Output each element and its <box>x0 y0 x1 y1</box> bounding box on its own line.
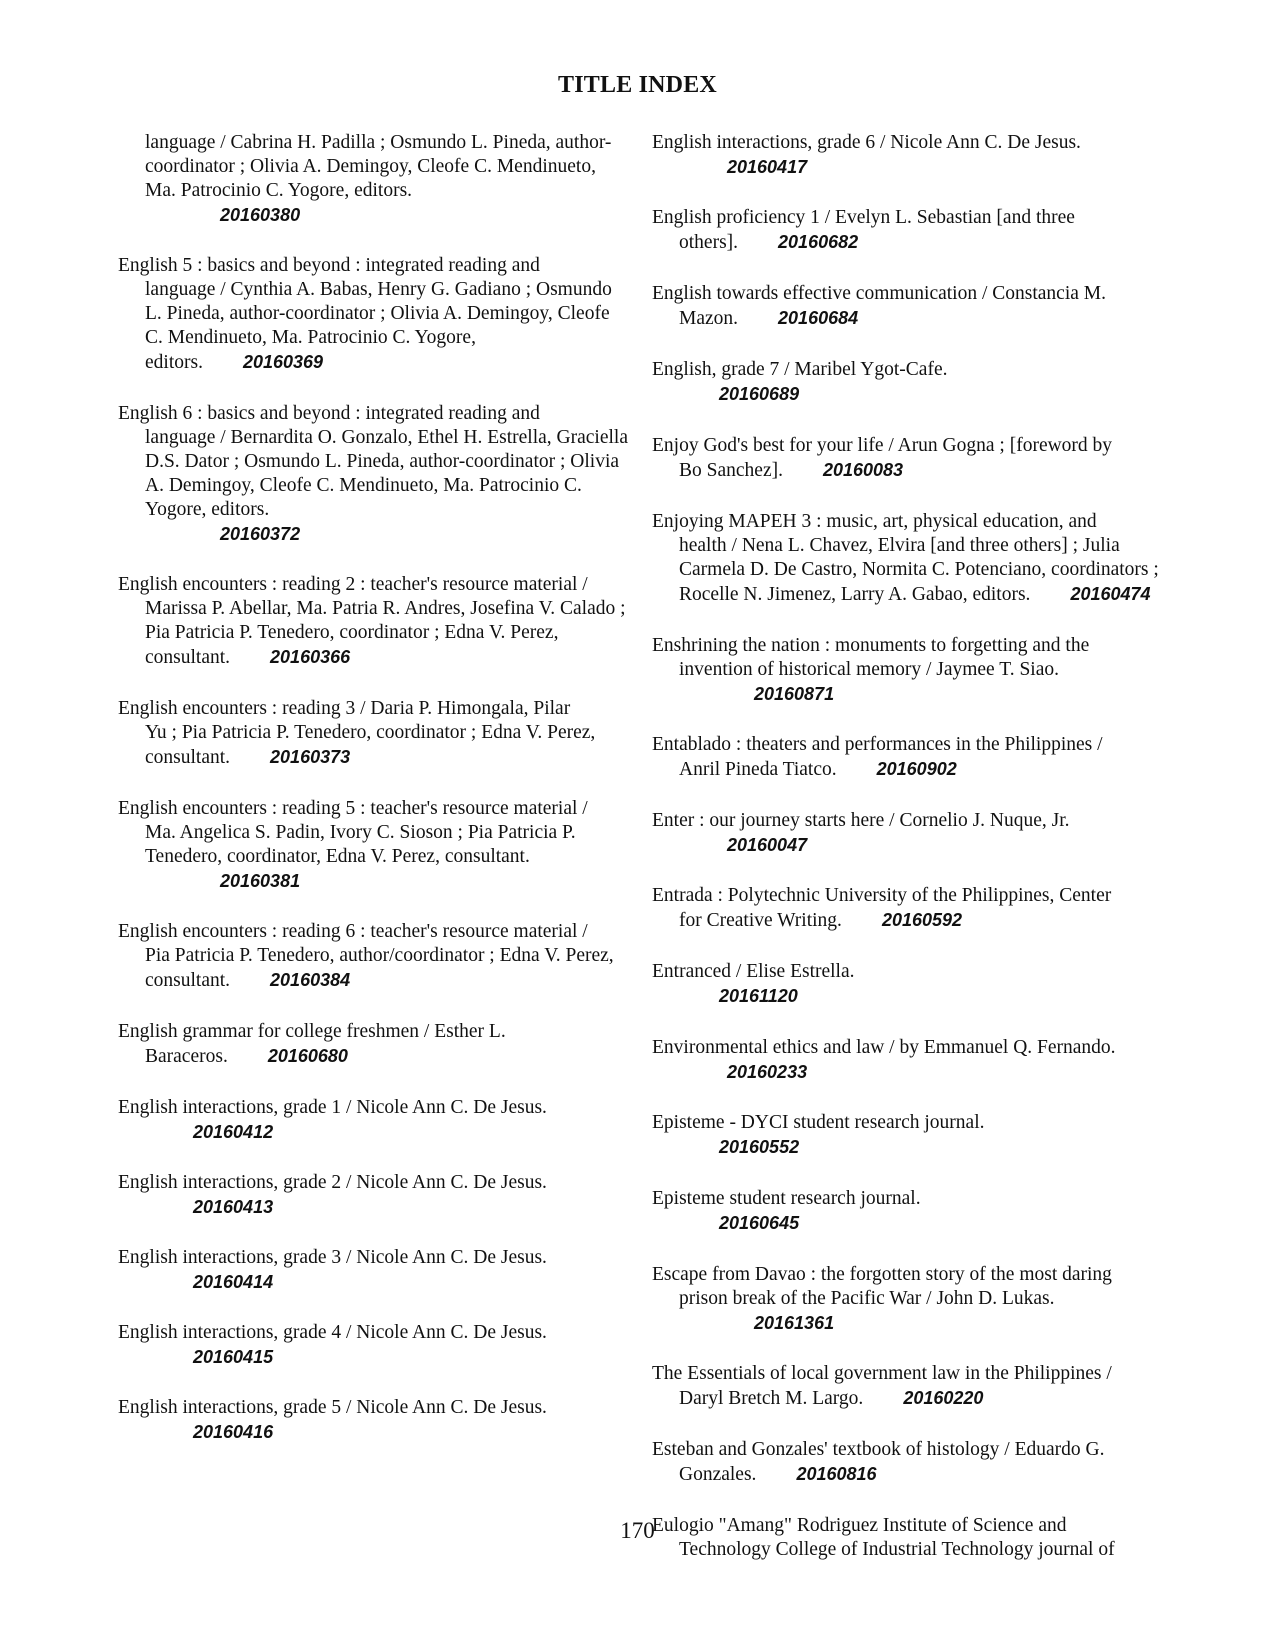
entry-title-line: Episteme - DYCI student research journal. <box>652 1112 985 1133</box>
entry-title-line: English towards effective communication / Constancia M. <box>652 283 1106 304</box>
record-number: 20160413 <box>193 1197 274 1217</box>
record-number: 20160412 <box>193 1122 274 1142</box>
entry-title-line: English, grade 7 / Maribel Ygot-Cafe. <box>652 359 948 380</box>
entry-title-line: English grammar for college freshmen / Esther L. <box>118 1021 506 1042</box>
entry-title-line: English interactions, grade 5 / Nicole Ann C. De Jesus. <box>118 1397 547 1418</box>
index-entry <box>652 884 1162 933</box>
index-entry <box>118 573 628 670</box>
entry-text: language / Cynthia A. Babas, Henry G. Gadiano ; Osmundo L. Pineda, author-coordinator ; Olivia A. Demingoy, Cleofe C. Mendinueto, Ma. Patrocinio C. Yogore, editors. <box>145 279 612 373</box>
entry-continuation <box>652 1211 1162 1236</box>
entry-continuation <box>652 458 1162 483</box>
index-entry <box>652 1036 1162 1084</box>
entry-continuation <box>652 658 1162 706</box>
entry-text: Pia Patricia P. Tenedero, author/coordinator ; Edna V. Perez, consultant. <box>145 945 614 991</box>
entry-continuation <box>652 1287 1162 1335</box>
entry-continuation <box>118 426 628 546</box>
record-number: 20160380 <box>220 205 301 225</box>
index-entry <box>652 1111 1162 1160</box>
entry-continuation <box>118 944 628 993</box>
record-number: 20160871 <box>754 684 835 704</box>
page-title: TITLE INDEX <box>558 72 717 98</box>
index-entry <box>118 797 628 893</box>
record-number: 20160220 <box>903 1388 984 1408</box>
index-entry <box>652 282 1162 331</box>
entry-title-line: English interactions, grade 3 / Nicole Ann C. De Jesus. <box>118 1247 547 1268</box>
entry-continuation <box>118 821 628 893</box>
entry-title-line: English encounters : reading 5 : teacher's resource material / <box>118 798 588 819</box>
entry-title-line: Enshrining the nation : monuments to forgetting and the <box>652 635 1090 656</box>
entry-title-line: English 6 : basics and beyond : integrated reading and <box>118 403 540 424</box>
entry-text: language / Cabrina H. Padilla ; Osmundo L. Pineda, author-coordinator ; Olivia A. Demingoy, Cleofe C. Mendinueto, Ma. Patrocinio C. Yogore, editors. <box>145 132 612 201</box>
record-number: 20160684 <box>778 308 859 328</box>
record-number: 20160682 <box>778 232 859 252</box>
record-number: 20160552 <box>719 1137 800 1157</box>
entry-title-line: Eulogio "Amang" Rodriguez Institute of Science and <box>652 1515 1067 1536</box>
entry-title-line: Environmental ethics and law / by Emmanuel Q. Fernando. <box>652 1037 1116 1058</box>
entry-title-line: Entrada : Polytechnic University of the Philippines, Center <box>652 885 1112 906</box>
record-number: 20160047 <box>727 835 808 855</box>
record-number: 20160414 <box>193 1272 274 1292</box>
index-entry <box>118 697 628 770</box>
record-number: 20160384 <box>270 970 351 990</box>
entry-continuation <box>652 382 1162 407</box>
entry-continuation <box>118 597 628 670</box>
left-column <box>118 131 628 1471</box>
index-entry <box>652 809 1162 857</box>
entry-continuation <box>652 534 1162 607</box>
record-number: 20160416 <box>193 1422 274 1442</box>
entry-title-line: English 5 : basics and beyond : integrated reading and <box>118 255 540 276</box>
entry-title-line: English interactions, grade 2 / Nicole Ann C. De Jesus. <box>118 1172 547 1193</box>
record-number: 20161120 <box>719 986 798 1006</box>
entry-continuation <box>118 721 628 770</box>
entry-title-line: English interactions, grade 1 / Nicole Ann C. De Jesus. <box>118 1097 547 1118</box>
index-entry <box>652 1263 1162 1335</box>
index-entry <box>652 131 1162 179</box>
entry-title-line: Episteme student research journal. <box>652 1188 921 1209</box>
entry-text: language / Bernardita O. Gonzalo, Ethel H. Estrella, Graciella D.S. Dator ; Osmundo L. Pineda, author-coordinator ; Olivia A. Demingoy, Cleofe C. Mendinueto, Ma. Patrocinio C. Yogore, editors. <box>145 427 628 520</box>
entry-title-line: Enjoy God's best for your life / Arun Gogna ; [foreword by <box>652 435 1113 456</box>
entry-text: Marissa P. Abellar, Ma. Patria R. Andres, Josefina V. Calado ; Pia Patricia P. Tenedero, coordinator ; Edna V. Perez, consultant. <box>145 598 626 668</box>
record-number: 20160372 <box>220 524 301 544</box>
index-entry <box>652 634 1162 706</box>
entry-title-line: English encounters : reading 3 / Daria P. Himongala, Pilar <box>118 698 571 719</box>
record-number: 20160373 <box>270 747 351 767</box>
entry-continuation <box>652 757 1162 782</box>
index-entry <box>118 131 628 227</box>
entry-continuation <box>652 1386 1162 1411</box>
record-number: 20160680 <box>267 1046 348 1066</box>
index-entry <box>652 510 1162 607</box>
entry-continuation <box>118 131 628 227</box>
index-entry <box>118 1246 628 1294</box>
record-number: 20160645 <box>719 1213 800 1233</box>
entry-continuation <box>652 1135 1162 1160</box>
entry-continuation <box>118 278 628 375</box>
index-entry <box>652 960 1162 1009</box>
entry-text: Gonzales. <box>679 1464 757 1485</box>
record-number: 20160083 <box>822 460 904 480</box>
entry-continuation <box>118 1044 628 1069</box>
index-entry <box>118 1321 628 1369</box>
record-number: 20160415 <box>193 1347 274 1367</box>
entry-text: health / Nena L. Chavez, Elvira [and three others] ; Julia Carmela D. De Castro, Normita C. Potenciano, coordinators ; Rocelle N. Jimenez, Larry A. Gabao, editors. <box>679 535 1159 605</box>
entry-text: Bo Sanchez]. <box>679 460 783 481</box>
right-column <box>652 131 1162 1589</box>
entry-title-line: The Essentials of local government law in the Philippines / <box>652 1363 1112 1384</box>
entry-text: others]. <box>679 232 739 253</box>
record-number: 20160689 <box>719 384 800 404</box>
entry-title-line: Entablado : theaters and performances in the Philippines / <box>652 734 1103 755</box>
index-entry <box>118 1020 628 1069</box>
entry-text: prison break of the Pacific War / John D. Lukas. <box>679 1288 1055 1309</box>
entry-text: Technology College of Industrial Technology journal of <box>679 1539 1115 1560</box>
record-number: 20160816 <box>796 1464 877 1484</box>
page-number: 170 <box>620 1518 655 1543</box>
entry-title-line: Entranced / Elise Estrella. <box>652 961 855 982</box>
index-entry <box>652 1362 1162 1411</box>
record-number: 20160474 <box>1070 584 1151 604</box>
entry-title-line: Esteban and Gonzales' textbook of histology / Eduardo G. <box>652 1439 1105 1460</box>
entry-title-line: English encounters : reading 2 : teacher's resource material / <box>118 574 588 595</box>
entry-title-line: English interactions, grade 6 / Nicole Ann C. De Jesus. <box>652 132 1081 153</box>
entry-text: Mazon. <box>679 308 739 329</box>
index-entry <box>118 1396 628 1444</box>
index-entry <box>652 206 1162 255</box>
entry-title-line: English proficiency 1 / Evelyn L. Sebastian [and three <box>652 207 1075 228</box>
index-entry <box>652 358 1162 407</box>
entry-text: Yu ; Pia Patricia P. Tenedero, coordinator ; Edna V. Perez, consultant. <box>145 722 596 768</box>
index-entry <box>118 920 628 993</box>
entry-title-line: English encounters : reading 6 : teacher's resource material / <box>118 921 588 942</box>
index-entry <box>118 402 628 546</box>
record-number: 20161361 <box>754 1313 835 1333</box>
record-number: 20160902 <box>876 759 957 779</box>
index-entry <box>652 1438 1162 1487</box>
entry-title-line: Enjoying MAPEH 3 : music, art, physical education, and <box>652 511 1097 532</box>
index-entry <box>118 254 628 375</box>
entry-title-line: Enter : our journey starts here / Cornelio J. Nuque, Jr. <box>652 810 1070 831</box>
entry-text: for Creative Writing. <box>679 910 842 931</box>
record-number: 20160381 <box>220 871 301 891</box>
entry-title-line: Escape from Davao : the forgotten story of the most daring <box>652 1264 1112 1285</box>
entry-text: invention of historical memory / Jaymee T. Siao. <box>679 659 1059 680</box>
index-entry <box>652 733 1162 782</box>
entry-title-line: English interactions, grade 4 / Nicole Ann C. De Jesus. <box>118 1322 547 1343</box>
entry-text: Daryl Bretch M. Largo. <box>679 1388 864 1409</box>
index-entry <box>652 434 1162 483</box>
entry-text: Baraceros. <box>145 1046 228 1067</box>
entry-continuation <box>652 306 1162 331</box>
index-entry <box>118 1171 628 1219</box>
index-entry <box>652 1187 1162 1236</box>
entry-continuation <box>652 908 1162 933</box>
index-entry <box>118 1096 628 1144</box>
record-number: 20160366 <box>270 647 351 667</box>
record-number: 20160369 <box>242 352 324 372</box>
record-number: 20160417 <box>727 157 808 177</box>
record-number: 20160233 <box>727 1062 808 1082</box>
entry-continuation <box>652 1462 1162 1487</box>
entry-text: Ma. Angelica S. Padin, Ivory C. Sioson ; Pia Patricia P. Tenedero, coordinator, Edna V. Perez, consultant. <box>145 822 576 867</box>
entry-continuation <box>652 230 1162 255</box>
entry-text: Anril Pineda Tiatco. <box>679 759 837 780</box>
record-number: 20160592 <box>881 910 963 930</box>
entry-continuation <box>652 984 1162 1009</box>
